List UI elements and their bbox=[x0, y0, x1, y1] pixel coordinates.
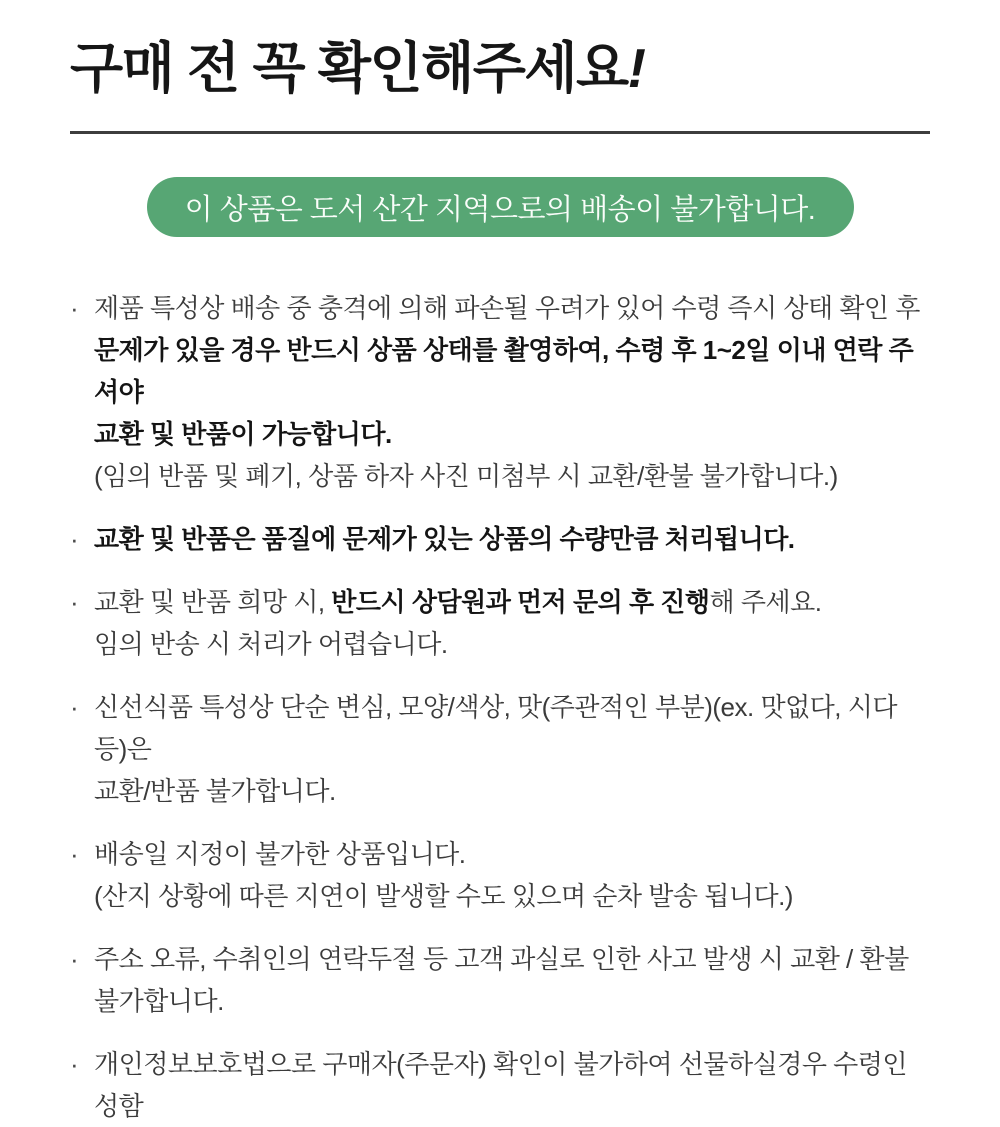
bullet-icon: · bbox=[70, 524, 79, 554]
divider bbox=[70, 131, 930, 134]
page-title bbox=[70, 36, 930, 100]
bullet-icon: · bbox=[70, 1049, 79, 1079]
shipping-restriction-badge bbox=[147, 177, 854, 237]
page-title-exclaim: ! bbox=[627, 37, 645, 99]
notice-text: 제품 특성상 배송 중 충격에 의해 파손될 우려가 있어 수령 즉시 상태 확인 후 문제가 있을 경우 반드시 상품 상태를 촬영하여, 수령 후 1~2일 이내 연락 주셔야 교환 및 반품이 가능합니다. (임의 반품 및 폐기, 상품 하자 사진 미첨부 시 교환/환불 불가합니다.) bbox=[94, 293, 920, 491]
notice-item bbox=[70, 938, 930, 1022]
bullet-icon: · bbox=[70, 692, 79, 722]
notice-item bbox=[70, 1043, 930, 1127]
notice-item bbox=[70, 581, 930, 665]
notice-text: 개인정보보호법으로 구매자(주문자) 확인이 불가하여 선물하실경우 수령인 성함 bbox=[94, 1049, 908, 1121]
notice-item bbox=[70, 518, 930, 560]
bullet-icon: · bbox=[70, 293, 79, 323]
notice-text: 배송일 지정이 불가한 상품입니다. (산지 상황에 따른 지연이 발생할 수도 있으며 순차 발송 됩니다.) bbox=[94, 839, 793, 911]
notice-item bbox=[70, 686, 930, 812]
notice-text: 교환 및 반품은 품질에 문제가 있는 상품의 수량만큼 처리됩니다. bbox=[94, 524, 795, 554]
bullet-icon: · bbox=[70, 944, 79, 974]
notice-list bbox=[70, 287, 930, 1127]
notice-item bbox=[70, 833, 930, 917]
shipping-restriction-badge-text: 이 상품은 도서 산간 지역으로의 배송이 불가합니다. bbox=[184, 193, 816, 226]
notice-text: 주소 오류, 수취인의 연락두절 등 고객 과실로 인한 사고 발생 시 교환 / 환불 불가합니다. bbox=[94, 944, 909, 1016]
notice-text: 신선식품 특성상 단순 변심, 모양/색상, 맛(주관적인 부분)(ex. 맛없다, 시다 등)은 교환/반품 불가합니다. bbox=[94, 692, 897, 806]
bullet-icon: · bbox=[70, 839, 79, 869]
page-title-text: 구매 전 꼭 확인해주세요 bbox=[70, 37, 628, 99]
notice-item bbox=[70, 287, 930, 497]
notice-text: 교환 및 반품 희망 시, 반드시 상담원과 먼저 문의 후 진행해 주세요. 임의 반송 시 처리가 어렵습니다. bbox=[94, 587, 822, 659]
bullet-icon: · bbox=[70, 587, 79, 617]
